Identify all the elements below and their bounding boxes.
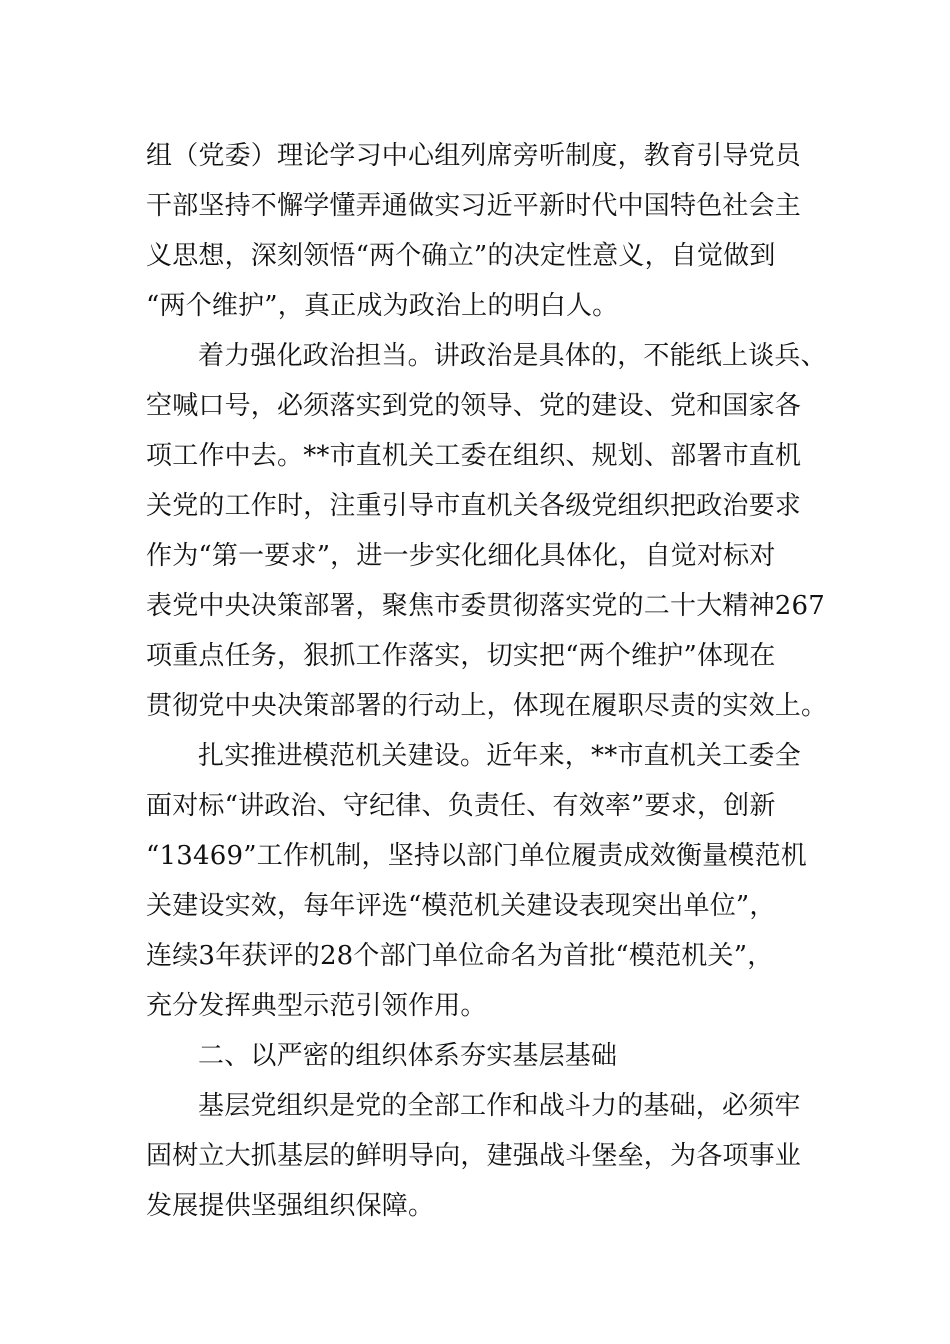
text-line: 空喊口号，必须落实到党的领导、党的建设、党和国家各 — [146, 391, 802, 421]
paragraph-heading-line: 着力强化政治担当。讲政治是具体的，不能纸上谈兵、 — [198, 341, 827, 371]
text-line: 项重点任务，狠抓工作落实，切实把“两个维护”体现在 — [146, 641, 776, 671]
text-line: “两个维护”，真正成为政治上的明白人。 — [146, 291, 619, 321]
text-line: 发展提供坚强组织保障。 — [146, 1191, 435, 1221]
text-line: 连续3年获评的28个部门单位命名为首批“模范机关”， — [146, 941, 774, 971]
text-line: 关党的工作时，注重引导市直机关各级党组织把政治要求 — [146, 491, 802, 521]
text-line: 关建设实效，每年评选“模范机关建设表现突出单位”， — [146, 891, 776, 921]
section-heading: 二、以严密的组织体系夯实基层基础 — [198, 1041, 618, 1071]
text-line: 干部坚持不懈学懂弄通做实习近平新时代中国特色社会主 — [146, 191, 802, 221]
text-line: 表党中央决策部署，聚焦市委贯彻落实党的二十大精神267 — [146, 591, 826, 621]
text-line: “13469”工作机制，坚持以部门单位履责成效衡量模范机 — [146, 841, 807, 871]
text-line: 组（党委）理论学习中心组列席旁听制度，教育引导党员 — [146, 141, 802, 171]
text-line: 项工作中去。**市直机关工委在组织、规划、部署市直机 — [146, 441, 802, 471]
paragraph-heading-line: 扎实推进模范机关建设。近年来，**市直机关工委全 — [198, 741, 801, 771]
text-line: 作为“第一要求”，进一步实化细化具体化，自觉对标对 — [146, 541, 776, 571]
text-line: 面对标“讲政治、守纪律、负责任、有效率”要求，创新 — [146, 791, 776, 821]
text-line: 固树立大抓基层的鲜明导向，建强战斗堡垒，为各项事业 — [146, 1141, 802, 1171]
paragraph-start-line: 基层党组织是党的全部工作和战斗力的基础，必须牢 — [198, 1091, 801, 1121]
text-line: 充分发挥典型示范引领作用。 — [146, 991, 487, 1021]
text-line: 义思想，深刻领悟“两个确立”的决定性意义，自觉做到 — [146, 241, 776, 271]
text-line: 贯彻党中央决策部署的行动上，体现在履职尽责的实效上。 — [146, 691, 828, 721]
document-body — [146, 131, 828, 1231]
